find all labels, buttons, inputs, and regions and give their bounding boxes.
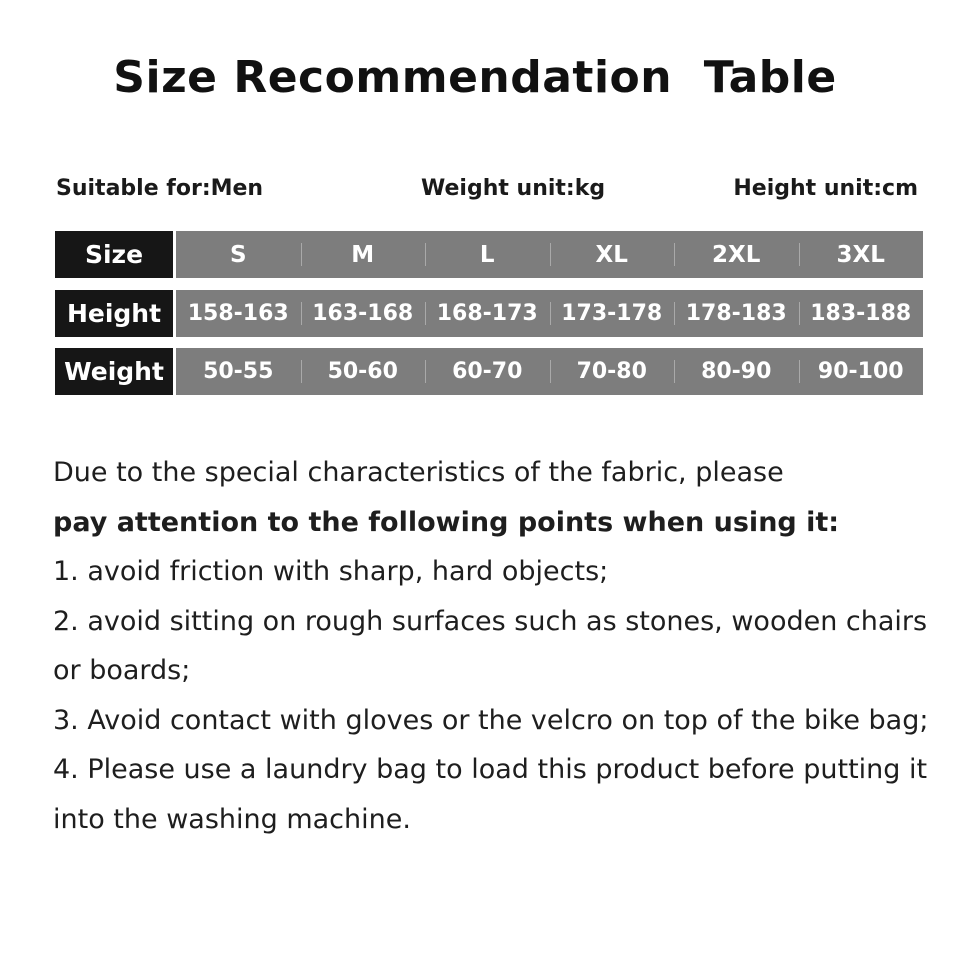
page-title: Size Recommendation Table	[113, 52, 837, 103]
suitable-for-label: Suitable for:Men	[56, 176, 264, 201]
table-cell: 173-178	[550, 290, 675, 337]
table-cell: 50-60	[301, 348, 426, 395]
table-cell: 80-90	[674, 348, 799, 395]
height-row	[55, 290, 923, 337]
table-cell: 2XL	[674, 231, 799, 278]
care-notes	[53, 448, 953, 844]
height-unit-label: Height unit:cm	[733, 176, 918, 201]
row-header-height: Height	[55, 290, 173, 337]
note-item: 1. avoid friction with sharp, hard objects;	[53, 556, 609, 587]
weight-unit-label: Weight unit:kg	[421, 176, 606, 201]
table-cell: 158-163	[187, 301, 289, 326]
table-cell: 168-173	[425, 290, 550, 337]
table-cell: 60-70	[425, 348, 550, 395]
size-row	[55, 231, 923, 278]
note-item: 2. avoid sitting on rough surfaces such as stones, wooden chairs or boards;	[53, 605, 928, 686]
table-cell: M	[301, 231, 426, 278]
table-cell: 183-188	[799, 290, 924, 337]
table-cell: S	[229, 241, 247, 268]
notes-intro-bold: pay attention to the following points when using it:	[53, 506, 840, 538]
weight-row	[55, 348, 923, 395]
row-header-weight: Weight	[55, 348, 173, 395]
size-cells	[176, 231, 923, 278]
note-item: 4. Please use a laundry bag to load this product before putting it into the washing machine.	[53, 754, 928, 835]
table-cell: 50-55	[203, 359, 274, 384]
row-header-size: Size	[55, 231, 173, 278]
table-cell: L	[425, 231, 550, 278]
table-cell: 70-80	[550, 348, 675, 395]
table-cell: 3XL	[799, 231, 924, 278]
table-meta	[56, 176, 918, 208]
table-cell: XL	[550, 231, 675, 278]
table-cell: 90-100	[799, 348, 924, 395]
table-cell: 178-183	[674, 290, 799, 337]
table-cell: 163-168	[301, 290, 426, 337]
notes-intro: Due to the special characteristics of the fabric, please	[53, 457, 784, 488]
height-cells	[176, 290, 923, 337]
note-item: 3. Avoid contact with gloves or the velcro on top of the bike bag;	[53, 704, 929, 736]
weight-cells	[176, 348, 923, 395]
